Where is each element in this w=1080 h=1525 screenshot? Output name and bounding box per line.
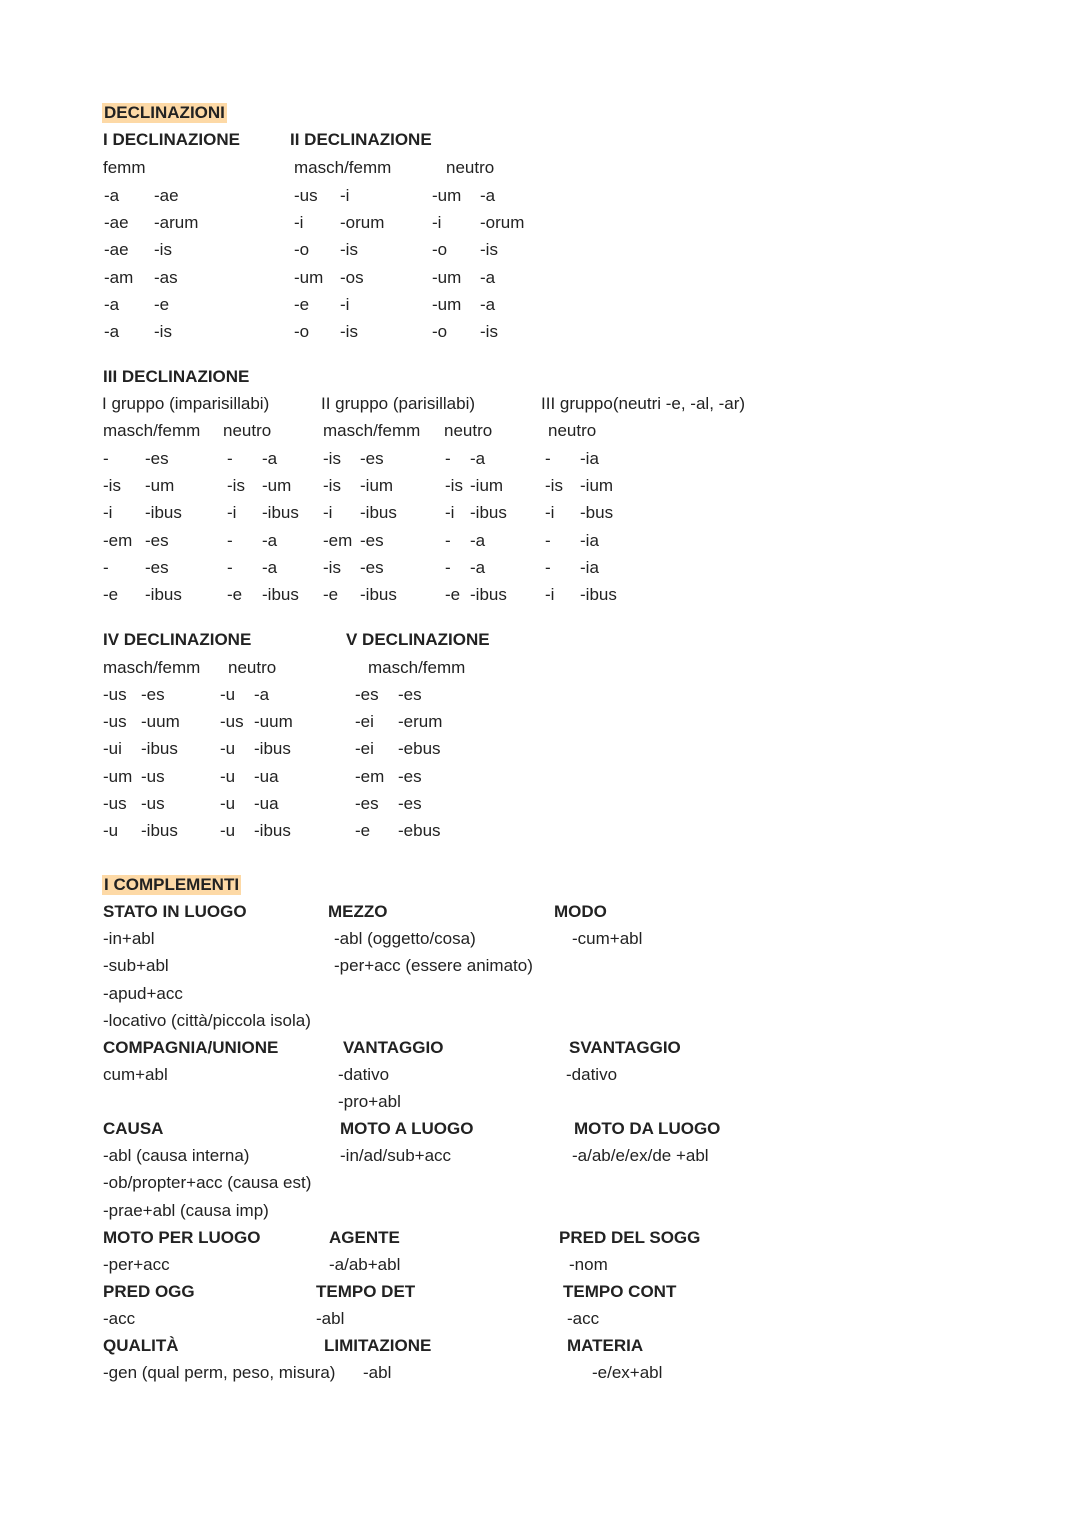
third-g1-n-row2-singular: -is [227, 476, 245, 496]
second-decl-n-row3-plural: -is [480, 240, 498, 260]
limitazione-line: -abl [363, 1363, 392, 1383]
third-g3-n-row5-singular: - [545, 557, 551, 577]
moto-a-luogo-title: MOTO A LUOGO [340, 1119, 474, 1138]
first-decl-row3-singular: -ae [104, 240, 129, 260]
stato-in-luogo-line: -locativo (città/piccola isola) [103, 1010, 311, 1030]
pred-sogg-title: PRED DEL SOGG [559, 1228, 701, 1247]
third-g1-mf-row2-singular: -is [103, 476, 121, 496]
fourth-mf-row4-plural: -us [141, 766, 165, 786]
third-g2-n-row3-plural: -ibus [470, 503, 507, 523]
fourth-mf-row1-plural: -es [141, 685, 165, 704]
second-decl-mf-row3-plural: -is [340, 240, 358, 260]
compagnia-title: COMPAGNIA/UNIONE [103, 1038, 279, 1057]
third-g1-n-row3-singular: -i [227, 503, 237, 523]
third-g2-n-row5-singular: - [445, 557, 451, 577]
fourth-header-mf: masch/femm [103, 658, 201, 677]
third-g1-n-row5-plural: -a [262, 557, 278, 577]
first-decl-row5-singular: -a [104, 294, 120, 314]
fifth-mf-row3-singular: -ei [355, 739, 374, 759]
third-g2-n-row1-plural: -a [470, 449, 486, 468]
fourth-mf-row2-plural: -uum [141, 712, 180, 732]
third-g3-n-row3-plural: -bus [580, 503, 614, 523]
second-decl-mf-row2-plural: -orum [340, 213, 385, 233]
third-g1-mf-row6-singular: -e [103, 585, 119, 604]
fifth-mf-row1-singular: -es [355, 685, 379, 704]
third-g1-mf-row6-plural: -ibus [145, 585, 182, 604]
tempo-cont-line: -acc [567, 1309, 600, 1329]
fourth-mf-row2-singular: -us [103, 712, 127, 732]
fifth-mf-row2-plural: -erum [398, 712, 443, 732]
third-g3-n-row1-singular: - [545, 449, 551, 468]
second-decl-n-row5-singular: -um [432, 294, 462, 314]
materia-line: -e/ex+abl [592, 1363, 663, 1383]
third-g1-n-row2-plural: -um [262, 476, 292, 496]
mezzo-title: MEZZO [328, 902, 388, 921]
svantaggio-title: SVANTAGGIO [569, 1038, 681, 1057]
causa-line: -ob/propter+acc (causa est) [103, 1173, 312, 1193]
fourth-mf-row1-singular: -us [103, 685, 127, 704]
third-group3-title: III gruppo(neutri -e, -al, -ar) [541, 394, 746, 413]
third-group1-title: I gruppo (imparisillabi) [102, 394, 270, 413]
fourth-declension-title: IV DECLINAZIONE [103, 630, 252, 649]
fifth-mf-row3-plural: -ebus [398, 739, 441, 759]
moto-da-luogo-title: MOTO DA LUOGO [574, 1119, 721, 1138]
fourth-n-row4-plural: -ua [254, 766, 279, 786]
third-g2-mf-row5-plural: -es [360, 557, 384, 577]
fourth-mf-row4-singular: -um [103, 766, 133, 786]
fourth-mf-row6-plural: -ibus [141, 821, 178, 840]
third-g2-n-row2-singular: -is [445, 476, 463, 496]
pred-sogg-line: -nom [569, 1255, 608, 1275]
third-g1-n-row5-singular: - [227, 557, 233, 577]
second-declension-header-n: neutro [446, 158, 495, 177]
second-decl-n-row1-singular: -um [432, 186, 462, 205]
stato-in-luogo-line: -in+abl [103, 929, 155, 949]
declinazioni-heading: DECLINAZIONI [104, 103, 225, 122]
third-g1-header-n: neutro [223, 421, 272, 440]
third-g3-n-row2-singular: -is [545, 476, 563, 496]
stato-in-luogo-line: -sub+abl [103, 956, 169, 976]
third-g1-mf-row5-singular: - [103, 557, 109, 577]
third-g1-n-row4-plural: -a [262, 530, 278, 550]
fourth-n-row1-plural: -a [254, 685, 270, 704]
first-decl-row4-singular: -am [104, 267, 134, 287]
third-g2-mf-row2-plural: -ium [360, 476, 394, 496]
agente-line: -a/ab+abl [329, 1255, 401, 1275]
third-g1-mf-row4-plural: -es [145, 530, 169, 550]
third-g3-header-n: neutro [548, 421, 597, 440]
qualita-title: QUALITÀ [103, 1336, 179, 1355]
third-g2-mf-row3-singular: -i [323, 503, 333, 523]
first-decl-row5-plural: -e [154, 294, 170, 314]
third-g3-n-row1-plural: -ia [580, 449, 599, 468]
second-decl-n-row2-singular: -i [432, 213, 442, 233]
third-g2-mf-row5-singular: -is [323, 557, 341, 577]
complementi-heading: I COMPLEMENTI [104, 875, 240, 894]
third-g2-mf-row4-singular: -em [323, 530, 353, 550]
third-g1-n-row6-singular: -e [227, 585, 243, 604]
second-decl-n-row4-singular: -um [432, 267, 462, 287]
third-g1-mf-row5-plural: -es [145, 557, 169, 577]
second-decl-mf-row5-plural: -i [340, 294, 350, 314]
second-decl-n-row3-singular: -o [432, 240, 448, 260]
second-decl-mf-row6-singular: -o [294, 322, 310, 341]
agente-title: AGENTE [329, 1228, 400, 1247]
second-decl-mf-row3-singular: -o [294, 240, 310, 260]
third-g2-mf-row1-singular: -is [323, 449, 341, 468]
second-decl-n-row4-plural: -a [480, 267, 496, 287]
fourth-mf-row5-plural: -us [141, 793, 165, 813]
first-decl-row4-plural: -as [154, 267, 178, 287]
third-g2-mf-row2-singular: -is [323, 476, 341, 496]
first-decl-row2-singular: -ae [104, 213, 129, 233]
first-decl-row6-singular: -a [104, 322, 120, 341]
fifth-mf-row5-singular: -es [355, 793, 379, 813]
fourth-n-row3-singular: -u [220, 739, 236, 759]
third-declension-title: III DECLINAZIONE [103, 367, 250, 386]
compagnia-line: cum+abl [103, 1065, 168, 1085]
third-g2-n-row3-singular: -i [445, 503, 455, 523]
first-decl-row6-plural: -is [154, 322, 172, 341]
third-g1-n-row6-plural: -ibus [262, 585, 299, 604]
third-g1-header-mf: masch/femm [103, 421, 201, 440]
vantaggio-line: -dativo [338, 1065, 390, 1085]
third-g1-n-row4-singular: - [227, 530, 233, 550]
third-g2-mf-row6-singular: -e [323, 585, 339, 604]
fourth-n-row3-plural: -ibus [254, 739, 291, 759]
third-g2-mf-row6-plural: -ibus [360, 585, 397, 604]
second-declension-title: II DECLINAZIONE [290, 130, 432, 149]
third-g1-mf-row3-singular: -i [103, 503, 113, 523]
vantaggio-line: -pro+abl [338, 1092, 401, 1112]
second-decl-mf-row1-singular: -us [294, 186, 318, 205]
second-decl-n-row2-plural: -orum [480, 213, 525, 233]
third-g3-n-row4-singular: - [545, 530, 551, 550]
modo-title: MODO [554, 902, 607, 921]
third-g1-mf-row2-plural: -um [145, 476, 175, 496]
fourth-n-row2-plural: -uum [254, 712, 293, 732]
fourth-n-row6-singular: -u [220, 821, 236, 840]
third-g3-n-row6-singular: -i [545, 585, 555, 604]
fifth-mf-row6-plural: -ebus [398, 821, 441, 840]
svantaggio-line: -dativo [566, 1065, 618, 1085]
modo-line: -cum+abl [572, 929, 643, 949]
fourth-n-row5-singular: -u [220, 793, 236, 813]
materia-title: MATERIA [567, 1336, 644, 1355]
third-g3-n-row5-plural: -ia [580, 557, 599, 577]
second-decl-mf-row5-singular: -e [294, 294, 310, 314]
third-g3-n-row2-plural: -ium [580, 476, 614, 496]
second-decl-mf-row1-plural: -i [340, 186, 350, 205]
moto-per-luogo-line: -per+acc [103, 1255, 170, 1275]
fifth-mf-row1-plural: -es [398, 685, 422, 704]
second-decl-mf-row4-plural: -os [340, 267, 364, 287]
third-g2-mf-row1-plural: -es [360, 449, 384, 468]
second-decl-mf-row6-plural: -is [340, 322, 358, 341]
third-g2-mf-row4-plural: -es [360, 530, 384, 550]
third-g2-n-row5-plural: -a [470, 557, 486, 577]
third-g2-n-row6-plural: -ibus [470, 585, 507, 604]
stato-in-luogo-line: -apud+acc [103, 983, 183, 1003]
first-decl-row1-singular: -a [104, 186, 120, 205]
limitazione-title: LIMITAZIONE [324, 1336, 432, 1355]
fifth-mf-row4-singular: -em [355, 766, 385, 786]
second-declension-header-mf: masch/femm [294, 158, 392, 177]
third-g1-n-row1-singular: - [227, 449, 233, 468]
fourth-mf-row6-singular: -u [103, 821, 119, 840]
causa-line: -prae+abl (causa imp) [103, 1200, 269, 1220]
mezzo-line: -per+acc (essere animato) [334, 956, 533, 976]
moto-da-luogo-line: -a/ab/e/ex/de +abl [572, 1146, 709, 1166]
causa-title: CAUSA [103, 1119, 164, 1138]
third-g3-n-row4-plural: -ia [580, 530, 599, 550]
fourth-n-row5-plural: -ua [254, 793, 279, 813]
third-g2-n-row1-singular: - [445, 449, 451, 468]
fourth-n-row4-singular: -u [220, 766, 236, 786]
third-g1-n-row3-plural: -ibus [262, 503, 299, 523]
first-declension-title: I DECLINAZIONE [103, 130, 240, 149]
mezzo-line: -abl (oggetto/cosa) [334, 929, 476, 949]
third-g3-n-row6-plural: -ibus [580, 585, 617, 604]
fifth-mf-row5-plural: -es [398, 793, 422, 813]
vantaggio-title: VANTAGGIO [343, 1038, 444, 1057]
qualita-line: -gen (qual perm, peso, misura) [103, 1363, 336, 1383]
tempo-det-title: TEMPO DET [316, 1282, 416, 1301]
pred-ogg-line: -acc [103, 1309, 136, 1329]
third-g3-n-row3-singular: -i [545, 503, 555, 523]
moto-a-luogo-line: -in/ad/sub+acc [340, 1146, 452, 1166]
third-g2-header-n: neutro [444, 421, 493, 440]
second-decl-mf-row2-singular: -i [294, 213, 304, 233]
fourth-mf-row5-singular: -us [103, 793, 127, 813]
third-g2-n-row4-plural: -a [470, 530, 486, 550]
second-decl-n-row6-plural: -is [480, 322, 498, 341]
fourth-header-n: neutro [228, 658, 277, 677]
third-g1-mf-row4-singular: -em [103, 530, 133, 550]
fourth-n-row6-plural: -ibus [254, 821, 291, 840]
third-g1-mf-row3-plural: -ibus [145, 503, 182, 523]
third-g1-n-row1-plural: -a [262, 449, 278, 468]
fifth-declension-title: V DECLINAZIONE [346, 630, 490, 649]
fifth-mf-row6-singular: -e [355, 821, 371, 840]
fifth-header-mf: masch/femm [368, 658, 466, 677]
third-g2-mf-row3-plural: -ibus [360, 503, 397, 523]
fifth-mf-row4-plural: -es [398, 766, 422, 786]
second-decl-n-row5-plural: -a [480, 294, 496, 314]
third-group2-title: II gruppo (parisillabi) [321, 394, 476, 413]
fourth-mf-row3-plural: -ibus [141, 739, 178, 759]
fourth-mf-row3-singular: -ui [103, 739, 122, 759]
moto-per-luogo-title: MOTO PER LUOGO [103, 1228, 261, 1247]
third-g2-n-row2-plural: -ium [470, 476, 504, 496]
third-g1-mf-row1-plural: -es [145, 449, 169, 468]
third-g2-n-row4-singular: - [445, 530, 451, 550]
first-decl-row1-plural: -ae [154, 186, 179, 205]
first-declension-header: femm [103, 158, 146, 177]
stato-in-luogo-title: STATO IN LUOGO [103, 902, 247, 921]
fifth-mf-row2-singular: -ei [355, 712, 374, 732]
second-decl-n-row6-singular: -o [432, 322, 448, 341]
third-g2-n-row6-singular: -e [445, 585, 461, 604]
second-decl-mf-row4-singular: -um [294, 267, 324, 287]
second-decl-n-row1-plural: -a [480, 186, 496, 205]
tempo-cont-title: TEMPO CONT [563, 1282, 677, 1301]
fourth-n-row2-singular: -us [220, 712, 244, 732]
first-decl-row3-plural: -is [154, 240, 172, 260]
first-decl-row2-plural: -arum [154, 213, 199, 233]
fourth-n-row1-singular: -u [220, 685, 236, 704]
causa-line: -abl (causa interna) [103, 1146, 250, 1166]
third-g1-mf-row1-singular: - [103, 449, 109, 468]
pred-ogg-title: PRED OGG [103, 1282, 195, 1301]
tempo-det-line: -abl [316, 1309, 345, 1329]
third-g2-header-mf: masch/femm [323, 421, 421, 440]
